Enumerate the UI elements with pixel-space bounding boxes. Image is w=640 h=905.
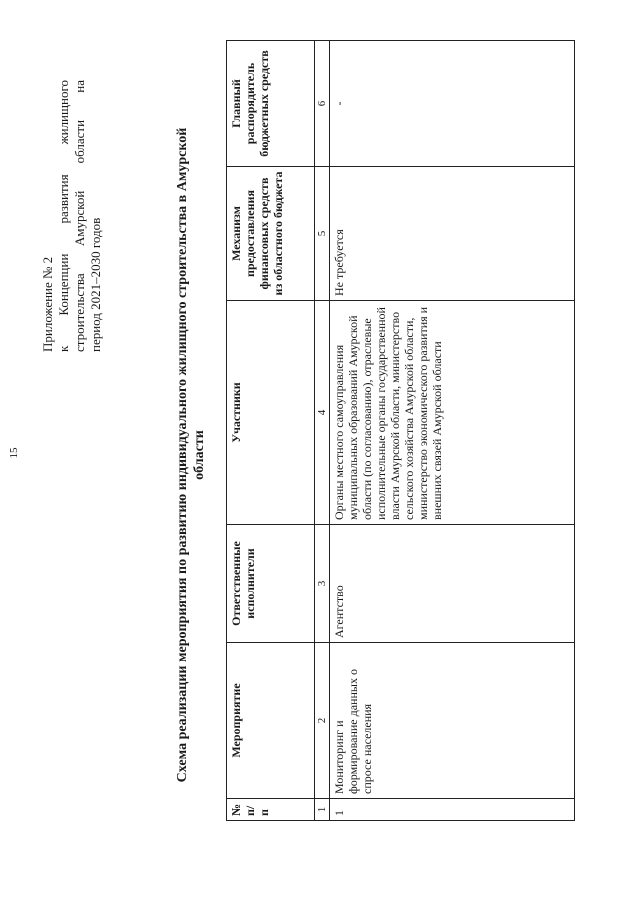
column-number: 1: [315, 799, 330, 821]
appendix-line-2: к Концепции развития жилищного: [56, 80, 71, 352]
header-event: Мероприятие: [227, 643, 315, 799]
document-title: [174, 65, 208, 845]
column-number: 5: [315, 167, 330, 301]
header-mechanism: Механизм предоставления финансовых средств из областного бюджета: [227, 167, 315, 301]
appendix-note: [40, 80, 104, 352]
column-number: 3: [315, 525, 330, 643]
column-number: 2: [315, 643, 330, 799]
row-participants: Органы местного самоуправления муниципальных образований Амурской области (по согласованию), отраслевые исполнительные органы государственной власти Амурской области, министерство сельского хозяйства Амурской области, министерство экономического развития и внешних связей Амурской области: [330, 301, 575, 525]
implementation-table: [226, 40, 575, 821]
header-responsible: Ответственные исполнители: [227, 525, 315, 643]
row-manager: -: [330, 41, 575, 167]
column-number: 4: [315, 301, 330, 525]
table-row: [330, 41, 575, 821]
header-manager: Главный распорядитель бюджетных средств: [227, 41, 315, 167]
column-number: 6: [315, 41, 330, 167]
header-number: № п/п: [227, 799, 315, 821]
appendix-line-4: период 2021–2030 годов: [88, 217, 103, 352]
table-header-row: [227, 41, 315, 821]
row-responsible: Агентство: [330, 525, 575, 643]
appendix-line-1: Приложение № 2: [40, 256, 55, 352]
row-mechanism: Не требуется: [330, 167, 575, 301]
row-event: Мониторинг и формирование данных о спросе населения: [330, 643, 575, 799]
row-number: 1: [330, 799, 575, 821]
header-participants: Участники: [227, 301, 315, 525]
title-line-1: Схема реализации мероприятия по развитию индивидуального жилищного строительства в Амурской: [175, 127, 190, 783]
column-number-row: [315, 41, 330, 821]
appendix-line-3: строительства Амурской области на: [72, 80, 87, 352]
page-number: 15: [8, 447, 20, 459]
title-line-2: области: [192, 430, 207, 480]
